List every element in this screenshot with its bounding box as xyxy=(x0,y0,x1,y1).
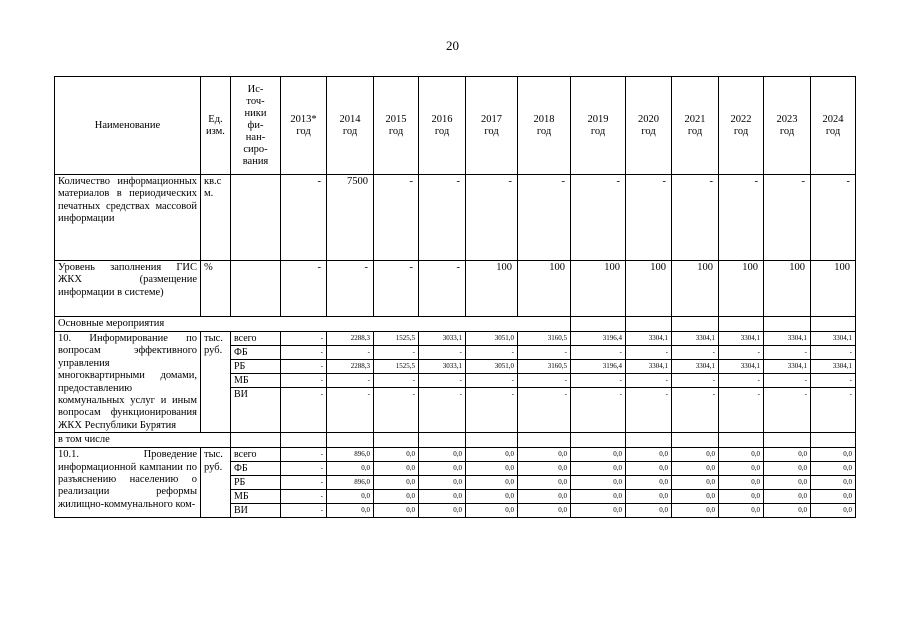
value-cell: - xyxy=(419,346,466,360)
value-cell: 0,0 xyxy=(626,476,672,490)
value-cell: 0,0 xyxy=(518,462,571,476)
empty-cell xyxy=(626,433,672,448)
empty-cell xyxy=(466,433,518,448)
year-label: год xyxy=(825,125,841,137)
value-cell: 0,0 xyxy=(327,490,374,504)
value-cell: - xyxy=(518,175,571,261)
year-number: 2013* xyxy=(290,113,317,125)
header-source-line: Ис- xyxy=(247,83,264,95)
empty-cell xyxy=(374,433,419,448)
section-row xyxy=(55,433,856,448)
empty-cell xyxy=(811,317,856,332)
value-cell: - xyxy=(374,346,419,360)
header-year xyxy=(281,77,327,175)
value-cell: - xyxy=(281,476,327,490)
value-cell: - xyxy=(281,388,327,433)
value-cell: 0,0 xyxy=(419,504,466,518)
measure-unit: тыс. руб. xyxy=(201,448,231,518)
value-cell: - xyxy=(374,374,419,388)
value-cell: - xyxy=(764,374,811,388)
value-cell: 3304,1 xyxy=(764,360,811,374)
value-cell: - xyxy=(626,388,672,433)
value-cell: 1525,5 xyxy=(374,332,419,346)
value-cell: 3304,1 xyxy=(672,332,719,346)
value-cell: - xyxy=(466,346,518,360)
value-cell: - xyxy=(419,261,466,317)
header-year xyxy=(327,77,374,175)
year-number: 2020 xyxy=(638,113,659,125)
value-cell: - xyxy=(719,346,764,360)
year-number: 2014 xyxy=(339,113,361,125)
value-cell: 3051,0 xyxy=(466,360,518,374)
value-cell: 3051,0 xyxy=(466,332,518,346)
value-cell: 0,0 xyxy=(626,504,672,518)
value-cell: - xyxy=(764,346,811,360)
value-cell: 0,0 xyxy=(719,490,764,504)
source-label: всего xyxy=(231,332,281,346)
value-cell: - xyxy=(327,346,374,360)
empty-cell xyxy=(764,433,811,448)
header-source-line: ники xyxy=(244,107,267,119)
indicator-row xyxy=(55,175,856,261)
value-cell: 0,0 xyxy=(764,462,811,476)
year-number: 2015 xyxy=(385,113,407,125)
empty-cell xyxy=(672,433,719,448)
year-label: год xyxy=(342,125,358,137)
year-number: 2022 xyxy=(730,113,752,125)
value-cell: 0,0 xyxy=(466,448,518,462)
indicator-source xyxy=(231,175,281,261)
value-cell: 100 xyxy=(764,261,811,317)
year-label: год xyxy=(590,125,606,137)
value-cell: - xyxy=(466,374,518,388)
value-cell: 0,0 xyxy=(764,448,811,462)
measure-unit: тыс. руб. xyxy=(201,332,231,433)
value-cell: 3304,1 xyxy=(719,360,764,374)
empty-cell xyxy=(419,433,466,448)
measure-source-row xyxy=(55,448,856,462)
value-cell: 2288,3 xyxy=(327,332,374,346)
value-cell: - xyxy=(466,175,518,261)
value-cell: - xyxy=(281,374,327,388)
measure-source-row xyxy=(55,332,856,346)
value-cell: 0,0 xyxy=(466,490,518,504)
value-cell: - xyxy=(327,374,374,388)
value-cell: - xyxy=(811,175,856,261)
empty-cell xyxy=(327,433,374,448)
value-cell: 0,0 xyxy=(419,462,466,476)
header-year xyxy=(719,77,764,175)
value-cell: 0,0 xyxy=(811,462,856,476)
empty-cell xyxy=(571,433,626,448)
value-cell: 100 xyxy=(571,261,626,317)
value-cell: 0,0 xyxy=(374,462,419,476)
value-cell: 0,0 xyxy=(466,504,518,518)
value-cell: 0,0 xyxy=(518,490,571,504)
value-cell: - xyxy=(764,175,811,261)
indicator-name: Количество информационных материалов в периодических печатных средствах массовой информации xyxy=(55,175,201,261)
value-cell: - xyxy=(281,462,327,476)
value-cell: 0,0 xyxy=(672,504,719,518)
source-label: ФБ xyxy=(231,462,281,476)
value-cell: - xyxy=(281,490,327,504)
value-cell: 3160,5 xyxy=(518,360,571,374)
value-cell: - xyxy=(626,175,672,261)
header-source-line: нан- xyxy=(245,131,266,143)
value-cell: - xyxy=(626,346,672,360)
source-label: МБ xyxy=(231,374,281,388)
section-title: Основные мероприятия xyxy=(55,317,571,332)
value-cell: 0,0 xyxy=(672,476,719,490)
value-cell: 0,0 xyxy=(374,504,419,518)
value-cell: 0,0 xyxy=(811,448,856,462)
value-cell: 7500 xyxy=(327,175,374,261)
header-source xyxy=(231,77,281,175)
year-label: год xyxy=(687,125,703,137)
header-year xyxy=(626,77,672,175)
value-cell: 0,0 xyxy=(466,462,518,476)
value-cell: - xyxy=(419,388,466,433)
value-cell: - xyxy=(327,388,374,433)
empty-cell xyxy=(231,433,281,448)
value-cell: 0,0 xyxy=(764,504,811,518)
header-year xyxy=(672,77,719,175)
year-label: год xyxy=(779,125,795,137)
header-row xyxy=(55,77,856,175)
year-label: год xyxy=(733,125,749,137)
header-source-line: точ- xyxy=(246,95,265,107)
value-cell: 0,0 xyxy=(672,490,719,504)
value-cell: - xyxy=(719,388,764,433)
value-cell: 0,0 xyxy=(719,462,764,476)
header-year xyxy=(518,77,571,175)
value-cell: 0,0 xyxy=(811,490,856,504)
header-source-line: фи- xyxy=(247,119,264,131)
value-cell: 3304,1 xyxy=(811,332,856,346)
value-cell: 0,0 xyxy=(571,504,626,518)
value-cell: 0,0 xyxy=(419,490,466,504)
value-cell: 0,0 xyxy=(672,448,719,462)
year-number: 2019 xyxy=(587,113,609,125)
indicator-unit: кв.с м. xyxy=(201,175,231,261)
source-label: всего xyxy=(231,448,281,462)
value-cell: 896,0 xyxy=(327,476,374,490)
empty-cell xyxy=(626,317,672,332)
value-cell: - xyxy=(327,261,374,317)
value-cell: 0,0 xyxy=(327,504,374,518)
header-unit: Ед. изм. xyxy=(201,77,231,175)
value-cell: 0,0 xyxy=(419,476,466,490)
year-number: 2018 xyxy=(533,113,555,125)
empty-cell xyxy=(811,433,856,448)
value-cell: 0,0 xyxy=(811,476,856,490)
indicator-unit: % xyxy=(201,261,231,317)
value-cell: - xyxy=(419,374,466,388)
value-cell: 0,0 xyxy=(374,476,419,490)
value-cell: - xyxy=(811,346,856,360)
empty-cell xyxy=(719,317,764,332)
empty-cell xyxy=(672,317,719,332)
value-cell: - xyxy=(374,261,419,317)
value-cell: 100 xyxy=(672,261,719,317)
year-label: год xyxy=(296,125,311,137)
empty-cell xyxy=(764,317,811,332)
year-label: год xyxy=(641,125,656,137)
value-cell: 0,0 xyxy=(719,476,764,490)
value-cell: - xyxy=(281,360,327,374)
value-cell: - xyxy=(672,175,719,261)
value-cell: 0,0 xyxy=(571,490,626,504)
value-cell: 896,0 xyxy=(327,448,374,462)
value-cell: 0,0 xyxy=(518,476,571,490)
value-cell: 0,0 xyxy=(719,448,764,462)
value-cell: 1525,5 xyxy=(374,360,419,374)
measure-name: 10.1. Проведение информационной кампании по разъяснению населению о реализации реформы жилищно-коммунального ком- xyxy=(55,448,201,518)
value-cell: - xyxy=(672,374,719,388)
header-source-line: вания xyxy=(242,155,269,167)
empty-cell xyxy=(281,433,327,448)
year-label: год xyxy=(434,125,450,137)
indicator-name: Уровень заполнения ГИС ЖКХ (размещение информации в системе) xyxy=(55,261,201,317)
year-number: 2016 xyxy=(431,113,453,125)
value-cell: 0,0 xyxy=(764,490,811,504)
value-cell: - xyxy=(281,261,327,317)
value-cell: 3304,1 xyxy=(764,332,811,346)
value-cell: 3160,5 xyxy=(518,332,571,346)
value-cell: 3304,1 xyxy=(719,332,764,346)
value-cell: - xyxy=(571,374,626,388)
program-indicators-table xyxy=(54,76,856,518)
year-label: год xyxy=(484,125,499,137)
value-cell: 0,0 xyxy=(419,448,466,462)
value-cell: - xyxy=(374,388,419,433)
value-cell: - xyxy=(626,374,672,388)
value-cell: 0,0 xyxy=(374,448,419,462)
value-cell: - xyxy=(281,346,327,360)
header-year xyxy=(764,77,811,175)
page-number: 20 xyxy=(446,38,459,53)
value-cell: - xyxy=(571,388,626,433)
value-cell: 0,0 xyxy=(672,462,719,476)
source-label: РБ xyxy=(231,360,281,374)
year-number: 2024 xyxy=(822,113,844,125)
indicator-row xyxy=(55,261,856,317)
value-cell: - xyxy=(518,374,571,388)
value-cell: 0,0 xyxy=(374,490,419,504)
value-cell: 3304,1 xyxy=(626,332,672,346)
source-label: РБ xyxy=(231,476,281,490)
value-cell: 100 xyxy=(626,261,672,317)
source-label: МБ xyxy=(231,490,281,504)
empty-cell xyxy=(571,317,626,332)
value-cell: 2288,3 xyxy=(327,360,374,374)
value-cell: 0,0 xyxy=(626,448,672,462)
value-cell: 0,0 xyxy=(571,476,626,490)
value-cell: 0,0 xyxy=(719,504,764,518)
value-cell: - xyxy=(719,175,764,261)
source-label: ФБ xyxy=(231,346,281,360)
value-cell: - xyxy=(518,346,571,360)
value-cell: 0,0 xyxy=(466,476,518,490)
value-cell: - xyxy=(672,388,719,433)
value-cell: 0,0 xyxy=(764,476,811,490)
source-label: ВИ xyxy=(231,504,281,518)
header-year xyxy=(419,77,466,175)
header-year xyxy=(811,77,856,175)
value-cell: 100 xyxy=(811,261,856,317)
indicator-source xyxy=(231,261,281,317)
value-cell: - xyxy=(518,388,571,433)
value-cell: 100 xyxy=(719,261,764,317)
year-number: 2023 xyxy=(776,113,798,125)
value-cell: - xyxy=(764,388,811,433)
year-number: 2017 xyxy=(481,113,502,125)
value-cell: - xyxy=(281,504,327,518)
value-cell: - xyxy=(374,175,419,261)
section-title: в том числе xyxy=(55,433,231,448)
value-cell: - xyxy=(466,388,518,433)
value-cell: - xyxy=(672,346,719,360)
value-cell: - xyxy=(811,374,856,388)
year-label: год xyxy=(536,125,552,137)
value-cell: 0,0 xyxy=(811,504,856,518)
value-cell: 0,0 xyxy=(327,462,374,476)
value-cell: 0,0 xyxy=(518,448,571,462)
value-cell: - xyxy=(719,374,764,388)
section-row xyxy=(55,317,856,332)
value-cell: 3033,1 xyxy=(419,332,466,346)
value-cell: 3304,1 xyxy=(626,360,672,374)
value-cell: 0,0 xyxy=(518,504,571,518)
value-cell: - xyxy=(571,346,626,360)
value-cell: 3304,1 xyxy=(672,360,719,374)
year-label: год xyxy=(388,125,404,137)
measure-name: 10. Информирование по вопросам эффективного управления многоквартирными домами, предоставлению коммунальных услуг и иным вопросам функционирования ЖКХ Республики Бурятия xyxy=(55,332,201,433)
value-cell: 3033,1 xyxy=(419,360,466,374)
empty-cell xyxy=(518,433,571,448)
header-year xyxy=(466,77,518,175)
value-cell: - xyxy=(281,332,327,346)
header-year xyxy=(374,77,419,175)
header-year xyxy=(571,77,626,175)
header-name: Наименование xyxy=(55,77,201,175)
value-cell: 3196,4 xyxy=(571,360,626,374)
value-cell: 3304,1 xyxy=(811,360,856,374)
value-cell: - xyxy=(419,175,466,261)
value-cell: - xyxy=(811,388,856,433)
value-cell: 0,0 xyxy=(571,448,626,462)
value-cell: 0,0 xyxy=(571,462,626,476)
value-cell: - xyxy=(281,175,327,261)
source-label: ВИ xyxy=(231,388,281,433)
empty-cell xyxy=(719,433,764,448)
value-cell: 100 xyxy=(518,261,571,317)
value-cell: 100 xyxy=(466,261,518,317)
header-source-line: сиро- xyxy=(243,143,268,155)
value-cell: 3196,4 xyxy=(571,332,626,346)
value-cell: 0,0 xyxy=(626,490,672,504)
year-number: 2021 xyxy=(684,113,706,125)
value-cell: - xyxy=(281,448,327,462)
value-cell: 0,0 xyxy=(626,462,672,476)
value-cell: - xyxy=(571,175,626,261)
